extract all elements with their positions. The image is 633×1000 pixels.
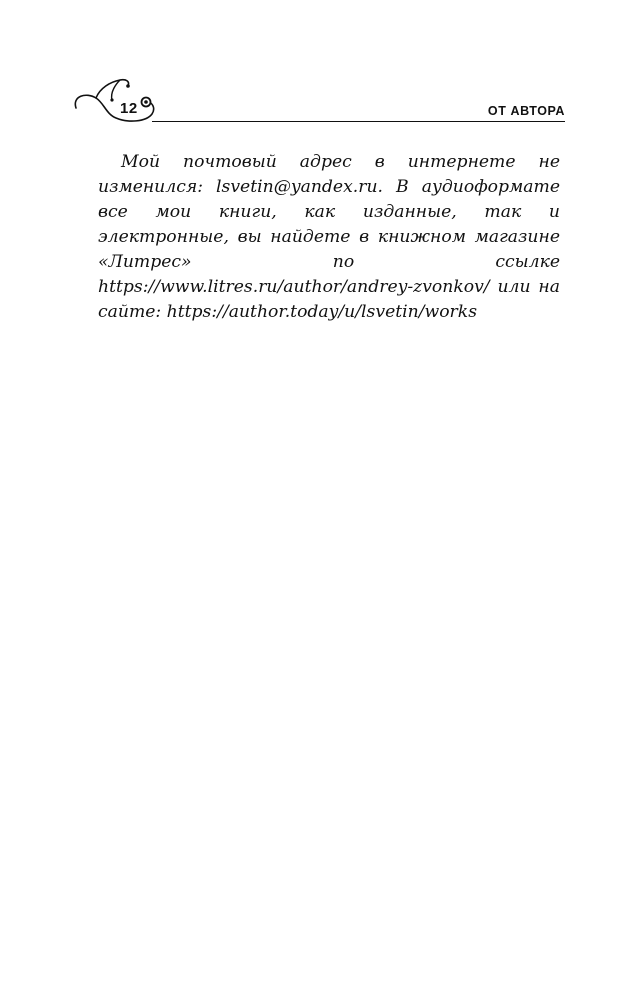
header-rule bbox=[152, 121, 565, 122]
stethoscope-icon bbox=[70, 68, 160, 128]
body-paragraph: Мой почтовый адрес в интернете не изменился: lsvetin@yandex.ru. В аудиоформате все мои книги, как изданные, так и электронные, вы найдете в книжном магазине «Литрес» по ссылке https://www.litres.ru/author/andrey-zvonkov/ или на сайте: https://author.today/u/lsvetin/works bbox=[98, 152, 560, 322]
page-number: 12 bbox=[120, 100, 138, 117]
page-header bbox=[70, 68, 565, 128]
running-head: ОТ АВТОРА bbox=[487, 104, 565, 118]
